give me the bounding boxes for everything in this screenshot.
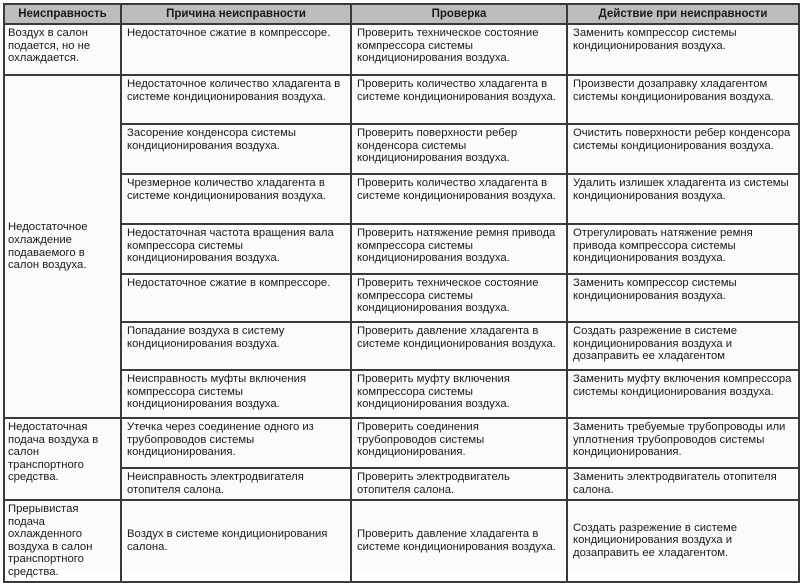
troubleshooting-table	[3, 3, 800, 583]
fault-cell: Прерывистая подача охлажденного воздуха в салон транспортного средства.	[4, 500, 121, 582]
check-cell: Проверить техническое состояние компрессора системы кондиционирования воздуха.	[351, 274, 567, 322]
action-cell: Заменить компрессор системы кондиционирования воздуха.	[567, 274, 799, 322]
table-row	[4, 322, 799, 370]
cause-cell: Попадание воздуха в систему кондиционирования воздуха.	[121, 322, 351, 370]
check-cell: Проверить давление хладагента в системе кондиционирования воздуха.	[351, 500, 567, 582]
cause-cell: Неисправность электродвигателя отопителя салона.	[121, 468, 351, 500]
table-row	[4, 418, 799, 468]
check-cell: Проверить поверхности ребер конденсора системы кондиционирования воздуха.	[351, 124, 567, 174]
action-cell: Удалить излишек хладагента из системы кондиционирования воздуха.	[567, 174, 799, 224]
table-row	[4, 500, 799, 582]
check-cell: Проверить муфту включения компрессора системы кондиционирования воздуха.	[351, 370, 567, 418]
cause-cell: Недостаточное сжатие в компрессоре.	[121, 274, 351, 322]
table-row	[4, 224, 799, 274]
action-cell: Заменить муфту включения компрессора системы кондиционирования воздуха.	[567, 370, 799, 418]
action-cell: Очистить поверхности ребер конденсора системы кондиционирования воздуха.	[567, 124, 799, 174]
table-row	[4, 468, 799, 500]
check-cell: Проверить количество хладагента в системе кондиционирования воздуха.	[351, 75, 567, 124]
cause-cell: Засорение конденсора системы кондиционирования воздуха.	[121, 124, 351, 174]
check-cell: Проверить давление хладагента в системе кондиционирования воздуха.	[351, 322, 567, 370]
check-cell: Проверить техническое состояние компрессора системы кондиционирования воздуха.	[351, 24, 567, 75]
cause-cell: Чрезмерное количество хладагента в системе кондиционирования воздуха.	[121, 174, 351, 224]
fault-cell: Недостаточное охлаждение подаваемого в салон воздуха.	[4, 75, 121, 418]
action-cell: Заменить электродвигатель отопителя салона.	[567, 468, 799, 500]
cause-cell: Воздух в системе кондиционирования салона.	[121, 500, 351, 582]
check-cell: Проверить соединения трубопроводов системы кондиционирования.	[351, 418, 567, 468]
header-fault: Неисправность	[4, 4, 121, 24]
header-action: Действие при неисправности	[567, 4, 799, 24]
table-row	[4, 274, 799, 322]
table-row	[4, 75, 799, 124]
action-cell: Произвести дозаправку хладагентом системы кондиционирования воздуха.	[567, 75, 799, 124]
table-row	[4, 174, 799, 224]
action-cell: Создать разрежение в системе кондиционирования воздуха и дозаправить ее хладагентом.	[567, 500, 799, 582]
check-cell: Проверить количество хладагента в системе кондиционирования воздуха.	[351, 174, 567, 224]
action-cell: Заменить компрессор системы кондиционирования воздуха.	[567, 24, 799, 75]
action-cell: Создать разрежение в системе кондиционирования воздуха и дозаправить ее хладагентом	[567, 322, 799, 370]
action-cell: Отрегулировать натяжение ремня привода компрессора системы кондиционирования воздуха.	[567, 224, 799, 274]
fault-cell: Недостаточная подача воздуха в салон транспортного средства.	[4, 418, 121, 500]
table-row	[4, 24, 799, 75]
table-row	[4, 370, 799, 418]
cause-cell: Недостаточное сжатие в компрессоре.	[121, 24, 351, 75]
cause-cell: Недостаточное количество хладагента в системе кондиционирования воздуха.	[121, 75, 351, 124]
header-cause: Причина неисправности	[121, 4, 351, 24]
header-check: Проверка	[351, 4, 567, 24]
fault-cell: Воздух в салон подается, но не охлаждается.	[4, 24, 121, 75]
check-cell: Проверить электродвигатель отопителя салона.	[351, 468, 567, 500]
header-row	[4, 4, 799, 24]
check-cell: Проверить натяжение ремня привода компрессора системы кондиционирования воздуха.	[351, 224, 567, 274]
cause-cell: Утечка через соединение одного из трубопроводов системы кондиционирования.	[121, 418, 351, 468]
cause-cell: Недостаточная частота вращения вала компрессора системы кондиционирования воздуха.	[121, 224, 351, 274]
cause-cell: Неисправность муфты включения компрессора системы кондиционирования воздуха.	[121, 370, 351, 418]
table-row	[4, 124, 799, 174]
action-cell: Заменить требуемые трубопроводы или уплотнения трубопроводов системы кондиционирования.	[567, 418, 799, 468]
